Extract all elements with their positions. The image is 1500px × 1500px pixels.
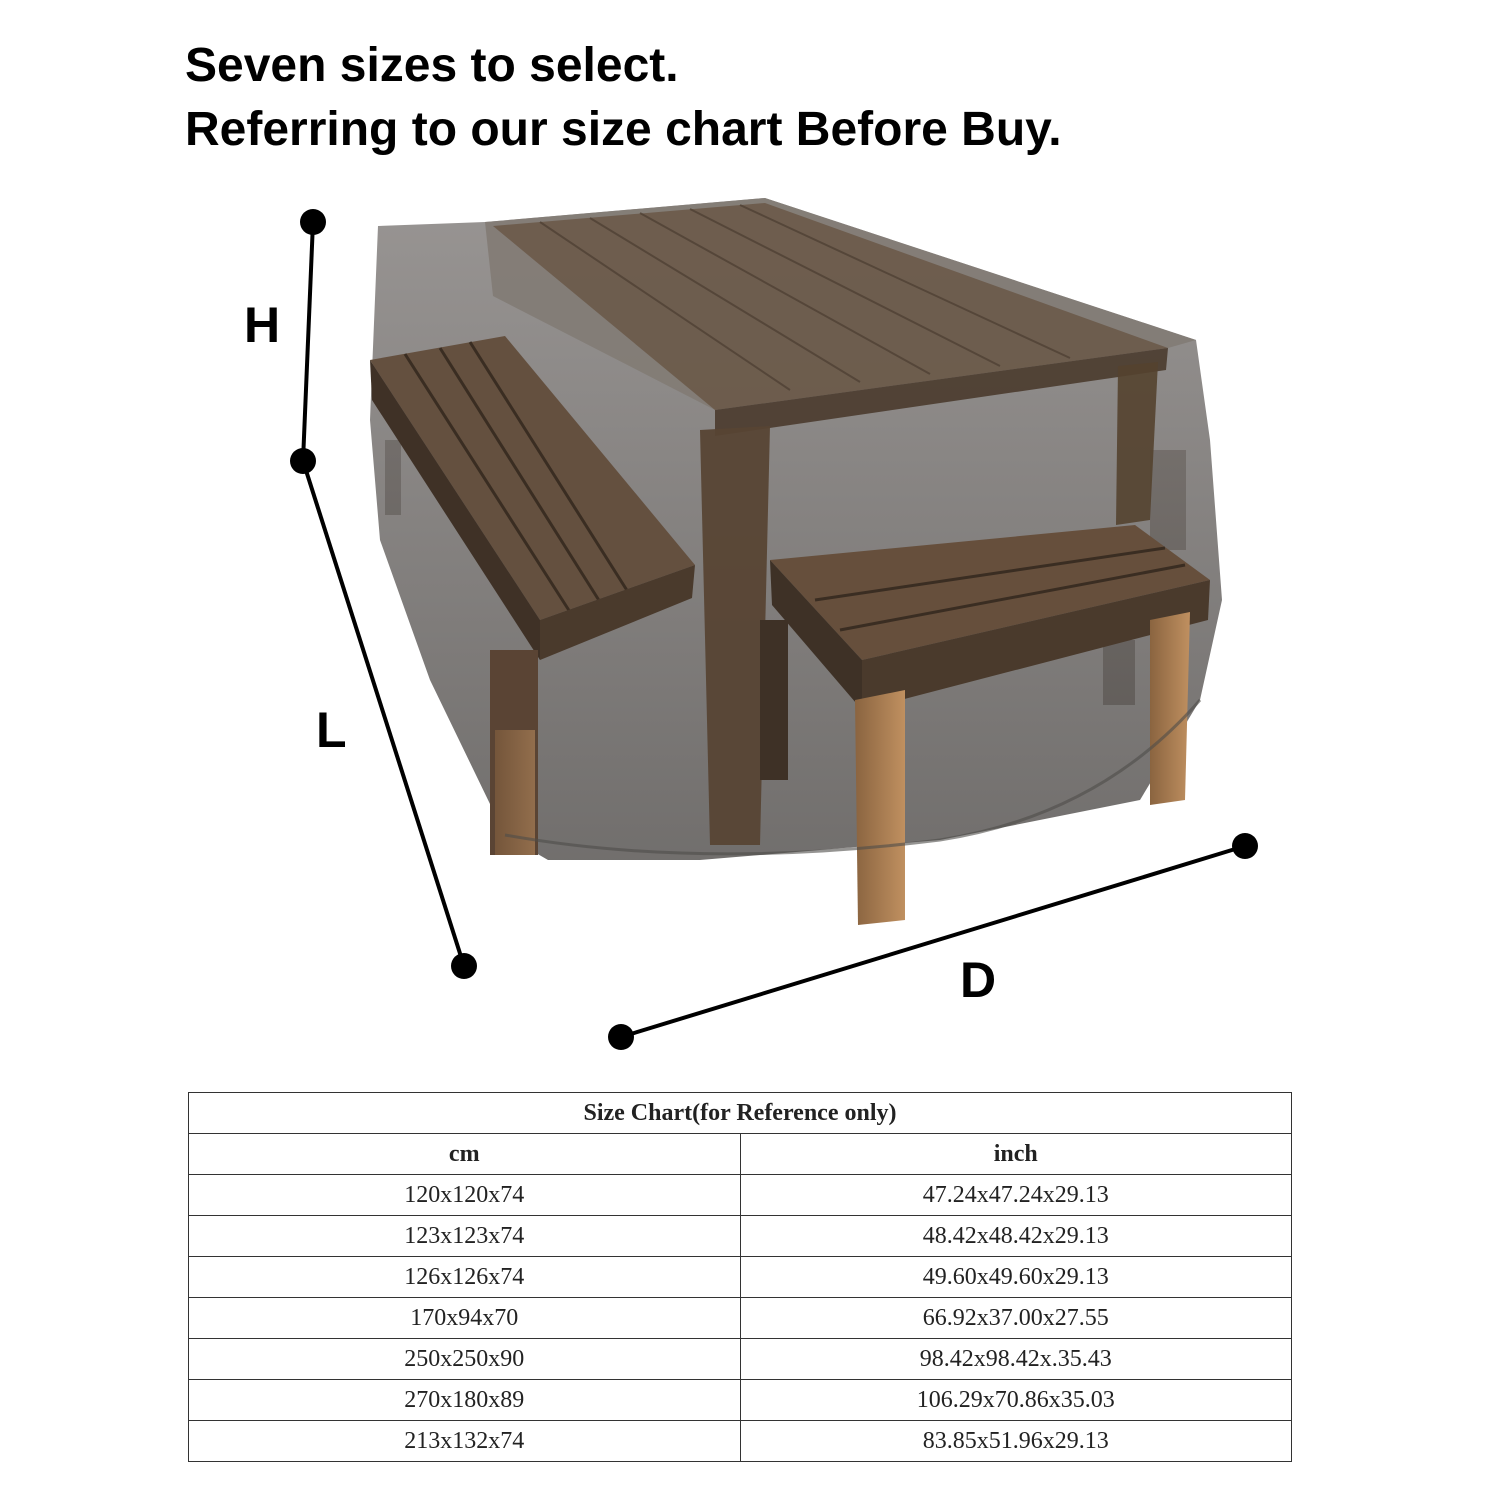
depth-label: D [960, 952, 997, 1008]
cm-cell: 213x132x74 [189, 1421, 741, 1462]
inch-cell: 83.85x51.96x29.13 [740, 1421, 1292, 1462]
table-row [189, 1257, 1292, 1298]
table-row [189, 1216, 1292, 1257]
inch-cell: 106.29x70.86x35.03 [740, 1380, 1292, 1421]
dimension-dot [300, 209, 326, 235]
size-chart-title: Size Chart(for Reference only) [189, 1093, 1292, 1134]
table-row [189, 1175, 1292, 1216]
dimension-dot [608, 1024, 634, 1050]
cm-cell: 120x120x74 [189, 1175, 741, 1216]
inch-cell: 48.42x48.42x29.13 [740, 1216, 1292, 1257]
dimension-dot [1232, 833, 1258, 859]
size-chart-table [188, 1092, 1292, 1462]
table-row [189, 1380, 1292, 1421]
dimension-dot [290, 448, 316, 474]
depth-line [621, 846, 1245, 1037]
inch-cell: 66.92x37.00x27.55 [740, 1298, 1292, 1339]
dimension-dot [451, 953, 477, 979]
cm-cell: 170x94x70 [189, 1298, 741, 1339]
height-label: H [244, 297, 281, 353]
cm-cell: 270x180x89 [189, 1380, 741, 1421]
column-header-inch: inch [740, 1134, 1292, 1175]
inch-cell: 47.24x47.24x29.13 [740, 1175, 1292, 1216]
table-row [189, 1339, 1292, 1380]
headline-line-2: Referring to our size chart Before Buy. [185, 103, 1062, 156]
column-header-cm: cm [189, 1134, 741, 1175]
table-row [189, 1298, 1292, 1339]
cm-cell: 250x250x90 [189, 1339, 741, 1380]
inch-cell: 98.42x98.42x.35.43 [740, 1339, 1292, 1380]
height-line [303, 222, 313, 461]
table-row [189, 1421, 1292, 1462]
headline-line-1: Seven sizes to select. [185, 39, 679, 92]
cm-cell: 123x123x74 [189, 1216, 741, 1257]
length-label: L [316, 702, 347, 758]
cm-cell: 126x126x74 [189, 1257, 741, 1298]
inch-cell: 49.60x49.60x29.13 [740, 1257, 1292, 1298]
